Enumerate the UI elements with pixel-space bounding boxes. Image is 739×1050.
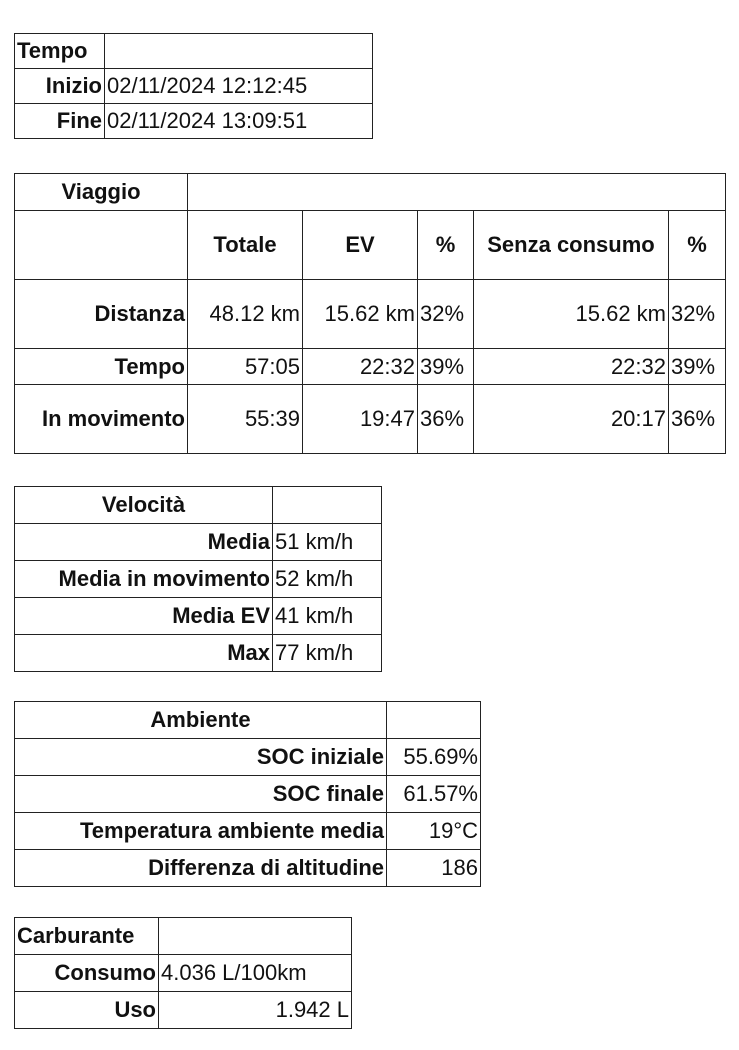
col-header-totale: Totale: [188, 211, 303, 280]
table-row: [15, 104, 373, 139]
empty-cell: [273, 487, 382, 524]
table-row: [15, 561, 382, 598]
empty-cell: [159, 918, 352, 955]
velocita-media-movimento-label: Media in movimento: [15, 561, 273, 598]
empty-cell: [387, 702, 481, 739]
tempo-totale: 57:05: [188, 349, 303, 385]
table-row: [15, 702, 481, 739]
viaggio-title: Viaggio: [15, 174, 188, 211]
table-row: [15, 776, 481, 813]
col-header-senza-consumo: Senza consumo: [474, 211, 669, 280]
velocita-media-value: 51 km/h: [273, 524, 382, 561]
tempo-inizio-value: 02/11/2024 12:12:45: [105, 69, 373, 104]
row-label-distanza: Distanza: [15, 280, 188, 349]
velocita-media-ev-value: 41 km/h: [273, 598, 382, 635]
distanza-ev-percent: 32%: [418, 280, 474, 349]
tempo-ev-percent: 39%: [418, 349, 474, 385]
tempo-fine-label: Fine: [15, 104, 105, 139]
tempo-ev: 22:32: [303, 349, 418, 385]
velocita-media-movimento-value: 52 km/h: [273, 561, 382, 598]
velocita-media-label: Media: [15, 524, 273, 561]
soc-iniziale-label: SOC iniziale: [15, 739, 387, 776]
empty-cell: [105, 34, 373, 69]
table-row: [15, 385, 726, 454]
tempo-senza-percent: 39%: [669, 349, 726, 385]
table-row: [15, 739, 481, 776]
table-row: [15, 349, 726, 385]
tempo-title: Tempo: [15, 34, 105, 69]
distanza-totale: 48.12 km: [188, 280, 303, 349]
table-row: [15, 850, 481, 887]
carburante-table: [14, 917, 352, 1029]
col-header-senza-percent: %: [669, 211, 726, 280]
soc-iniziale-value: 55.69%: [387, 739, 481, 776]
empty-cell: [15, 211, 188, 280]
velocita-max-label: Max: [15, 635, 273, 672]
table-row: [15, 918, 352, 955]
row-label-in-movimento: In movimento: [15, 385, 188, 454]
ambiente-table: [14, 701, 481, 887]
col-header-ev: EV: [303, 211, 418, 280]
consumo-label: Consumo: [15, 955, 159, 992]
table-row: [15, 34, 373, 69]
movimento-ev-percent: 36%: [418, 385, 474, 454]
temperatura-value: 19°C: [387, 813, 481, 850]
tempo-fine-value: 02/11/2024 13:09:51: [105, 104, 373, 139]
empty-cell: [188, 174, 726, 211]
soc-finale-label: SOC finale: [15, 776, 387, 813]
table-row: [15, 524, 382, 561]
col-header-ev-percent: %: [418, 211, 474, 280]
altitudine-value: 186: [387, 850, 481, 887]
distanza-senza-consumo: 15.62 km: [474, 280, 669, 349]
table-row: [15, 955, 352, 992]
table-row: [15, 992, 352, 1029]
velocita-media-ev-label: Media EV: [15, 598, 273, 635]
distanza-ev: 15.62 km: [303, 280, 418, 349]
temperatura-label: Temperatura ambiente media: [15, 813, 387, 850]
movimento-ev: 19:47: [303, 385, 418, 454]
soc-finale-value: 61.57%: [387, 776, 481, 813]
carburante-title: Carburante: [15, 918, 159, 955]
table-row: [15, 487, 382, 524]
uso-value: 1.942 L: [159, 992, 352, 1029]
velocita-title: Velocità: [15, 487, 273, 524]
ambiente-title: Ambiente: [15, 702, 387, 739]
table-row: [15, 280, 726, 349]
distanza-senza-percent: 32%: [669, 280, 726, 349]
tempo-senza-consumo: 22:32: [474, 349, 669, 385]
table-row: [15, 69, 373, 104]
table-row: [15, 598, 382, 635]
movimento-totale: 55:39: [188, 385, 303, 454]
velocita-table: [14, 486, 382, 672]
table-row: [15, 174, 726, 211]
altitudine-label: Differenza di altitudine: [15, 850, 387, 887]
table-row: [15, 635, 382, 672]
tempo-inizio-label: Inizio: [15, 69, 105, 104]
uso-label: Uso: [15, 992, 159, 1029]
table-header-row: [15, 211, 726, 280]
viaggio-table: [14, 173, 726, 454]
tempo-table: [14, 33, 373, 139]
row-label-tempo: Tempo: [15, 349, 188, 385]
movimento-senza-consumo: 20:17: [474, 385, 669, 454]
table-row: [15, 813, 481, 850]
consumo-value: 4.036 L/100km: [159, 955, 352, 992]
velocita-max-value: 77 km/h: [273, 635, 382, 672]
movimento-senza-percent: 36%: [669, 385, 726, 454]
